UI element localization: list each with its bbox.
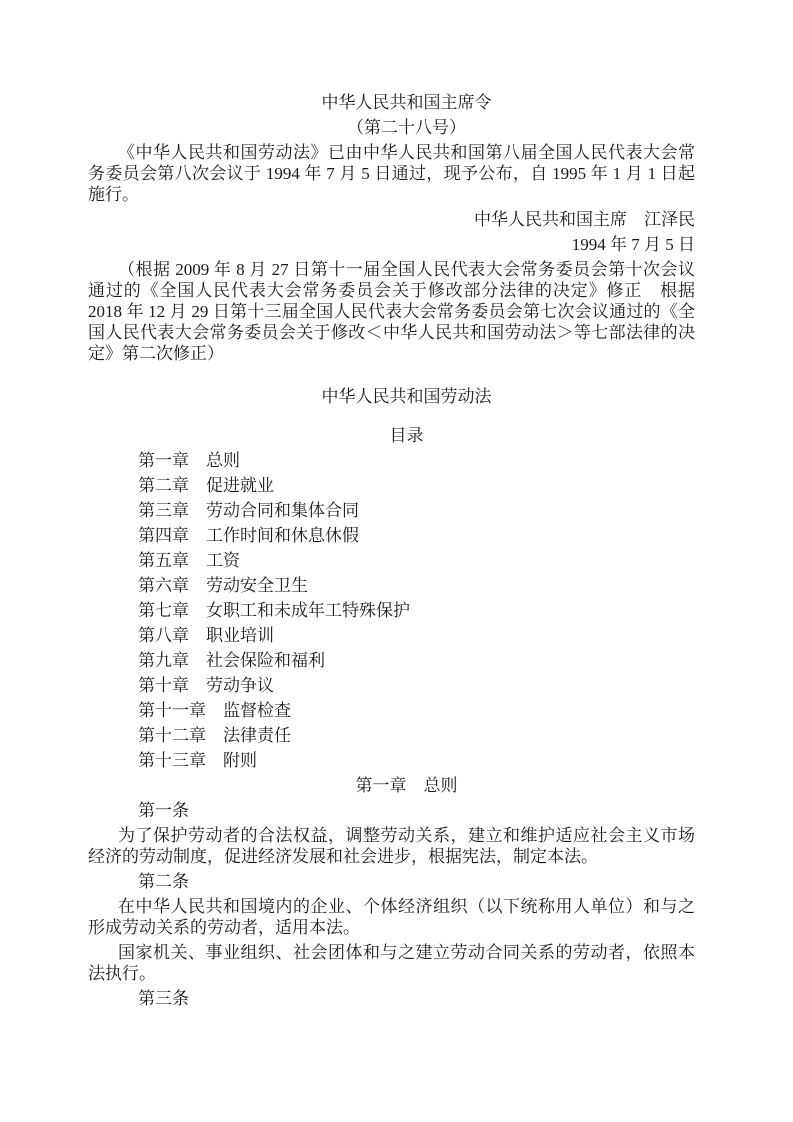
article-1-body: 为了保护劳动者的合法权益，调整劳动关系，建立和维护适应社会主义市场经济的劳动制度，促进经济发展和社会进步，根据宪法，制定本法。 xyxy=(88,826,695,866)
toc-item-chapter-2: 第二章 促进就业 xyxy=(138,476,274,495)
amendment-note: （根据 2009 年 8 月 27 日第十一届全国人民代表大会常务委员会第十次会议通过的《全国人民代表大会常务委员会关于修改部分法律的决定》修正 根据 2018 年 12 月 29 日第十三届全国人民代表大会常务委员会第七次会议通过的《全国人民代表大会常务委员会关于修改＜中华人民共和国劳动法＞等七部法律的决定》第二次修正） xyxy=(88,260,695,363)
chapter-1-heading: 第一章 总则 xyxy=(355,776,458,795)
article-1-label: 第一条 xyxy=(138,801,189,820)
law-title: 中华人民共和国劳动法 xyxy=(321,387,492,406)
toc-item-chapter-10: 第十章 劳动争议 xyxy=(138,676,274,695)
article-2-label: 第二条 xyxy=(138,872,189,891)
toc-item-chapter-13: 第十三章 附则 xyxy=(138,751,257,770)
toc-item-chapter-12: 第十二章 法律责任 xyxy=(138,726,291,745)
article-3-label: 第三条 xyxy=(138,989,189,1008)
toc-item-chapter-5: 第五章 工资 xyxy=(138,551,240,570)
decree-number: （第二十八号） xyxy=(347,118,466,137)
toc-item-chapter-3: 第三章 劳动合同和集体合同 xyxy=(138,501,359,520)
toc-item-chapter-7: 第七章 女职工和未成年工特殊保护 xyxy=(138,601,410,620)
toc-item-chapter-11: 第十一章 监督检查 xyxy=(138,701,291,720)
toc-item-chapter-1: 第一章 总则 xyxy=(138,451,240,470)
toc-item-chapter-4: 第四章 工作时间和休息休假 xyxy=(138,526,359,545)
article-2-body-1: 在中华人民共和国境内的企业、个体经济组织（以下统称用人单位）和与之形成劳动关系的劳动者，适用本法。 xyxy=(88,897,695,937)
decree-signer: 中华人民共和国主席 江泽民 xyxy=(474,210,695,229)
toc-title: 目录 xyxy=(389,426,424,445)
decree-body: 《中华人民共和国劳动法》已由中华人民共和国第八届全国人民代表大会常务委员会第八次会议于 1994 年 7 月 5 日通过，现予公布，自 1995 年 1 月 1 日起施行。 xyxy=(88,143,695,204)
decree-title: 中华人民共和国主席令 xyxy=(321,93,492,112)
article-2-body-2: 国家机关、事业组织、社会团体和与之建立劳动合同关系的劳动者，依照本法执行。 xyxy=(88,943,695,983)
toc-item-chapter-6: 第六章 劳动安全卫生 xyxy=(138,576,308,595)
toc-item-chapter-9: 第九章 社会保险和福利 xyxy=(138,651,325,670)
toc-item-chapter-8: 第八章 职业培训 xyxy=(138,626,274,645)
decree-date: 1994 年 7 月 5 日 xyxy=(571,235,695,254)
